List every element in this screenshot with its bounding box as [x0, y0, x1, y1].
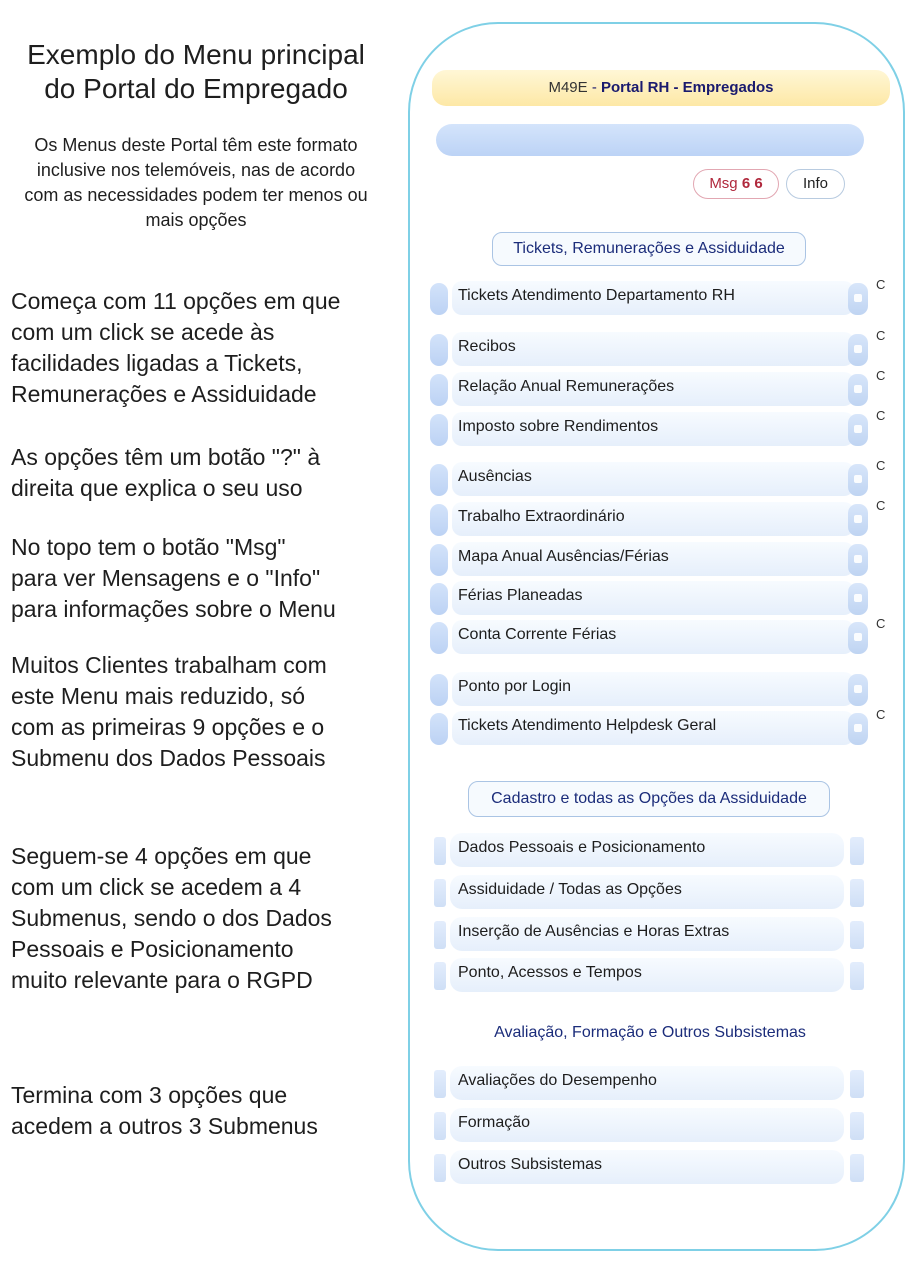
submenu-label[interactable]: Dados Pessoais e Posicionamento — [450, 833, 844, 867]
other-left-tab — [434, 1070, 446, 1098]
option-label[interactable]: Imposto sobre Rendimentos — [452, 412, 854, 446]
option-left-tab — [430, 334, 448, 366]
other-label[interactable]: Formação — [450, 1108, 844, 1142]
submenu-left-tab — [434, 921, 446, 949]
other-left-tab — [434, 1154, 446, 1182]
submenu-right-tab — [850, 962, 864, 990]
menu-option[interactable] — [430, 498, 890, 536]
other-option[interactable] — [434, 1108, 866, 1142]
option-mark: C — [876, 707, 886, 722]
option-label[interactable]: Tickets Atendimento Helpdesk Geral — [452, 711, 854, 745]
paragraph-msg-info: No topo tem o botão "Msg" para ver Mensagens e o "Info" para informações sobre o Menu — [11, 534, 336, 622]
other-option[interactable] — [434, 1150, 866, 1184]
help-icon[interactable] — [848, 464, 868, 496]
help-icon[interactable] — [848, 674, 868, 706]
help-icon[interactable] — [848, 374, 868, 406]
submenu-label[interactable]: Inserção de Ausências e Horas Extras — [450, 917, 844, 951]
option-label[interactable]: Ponto por Login — [452, 672, 854, 706]
section-avaliacao: Avaliação, Formação e Outros Subsistemas — [494, 1024, 806, 1041]
header-separator: - — [591, 79, 597, 96]
menu-option[interactable] — [430, 458, 890, 496]
msg-button[interactable] — [693, 169, 779, 199]
menu-option[interactable] — [430, 277, 890, 315]
submenu-label[interactable]: Ponto, Acessos e Tempos — [450, 958, 844, 992]
other-option[interactable] — [434, 1066, 866, 1100]
option-left-tab — [430, 374, 448, 406]
option-left-tab — [430, 464, 448, 496]
option-left-tab — [430, 283, 448, 315]
option-label[interactable]: Recibos — [452, 332, 854, 366]
menu-option[interactable] — [430, 707, 890, 745]
submenu-label[interactable]: Assiduidade / Todas as Opções — [450, 875, 844, 909]
option-left-tab — [430, 713, 448, 745]
submenu-right-tab — [850, 879, 864, 907]
paragraph-menu-reduzido: Muitos Clientes trabalham com este Menu mais reduzido, só com as primeiras 9 opções e o Submenu dos Dados Pessoais — [11, 652, 327, 771]
help-icon[interactable] — [848, 713, 868, 745]
option-left-tab — [430, 414, 448, 446]
submenu-option[interactable] — [434, 917, 866, 951]
submenu-right-tab — [850, 837, 864, 865]
option-mark: C — [876, 408, 886, 423]
msg-label: Msg — [709, 175, 738, 192]
option-label[interactable]: Tickets Atendimento Departamento RH — [452, 281, 854, 315]
paragraph-submenus: Seguem-se 4 opções em que com um click se acedem a 4 Submenus, sendo o dos Dados Pessoais e Posicionamento muito relevante para o RGPD — [11, 843, 332, 993]
menu-option[interactable] — [430, 328, 890, 366]
option-label[interactable]: Conta Corrente Férias — [452, 620, 854, 654]
option-label[interactable]: Mapa Anual Ausências/Férias — [452, 542, 854, 576]
option-left-tab — [430, 674, 448, 706]
option-mark: C — [876, 458, 886, 473]
other-label[interactable]: Avaliações do Desempenho — [450, 1066, 844, 1100]
help-icon[interactable] — [848, 283, 868, 315]
help-icon[interactable] — [848, 334, 868, 366]
section-tickets: Tickets, Remunerações e Assiduidade — [492, 232, 806, 266]
menu-option[interactable] — [430, 408, 890, 446]
other-left-tab — [434, 1112, 446, 1140]
paragraph-opcoes: Começa com 11 opções em que com um click se acede às facilidades ligadas a Tickets, Remunerações e Assiduidade — [11, 288, 341, 407]
option-label[interactable]: Férias Planeadas — [452, 581, 854, 615]
info-button[interactable]: Info — [786, 169, 845, 199]
option-left-tab — [430, 504, 448, 536]
portal-title: Portal RH - Empregados — [601, 79, 774, 96]
option-left-tab — [430, 583, 448, 615]
option-mark: C — [876, 368, 886, 383]
submenu-left-tab — [434, 879, 446, 907]
submenu-option[interactable] — [434, 875, 866, 909]
help-icon[interactable] — [848, 544, 868, 576]
msg-count: 6 6 — [741, 175, 763, 192]
intro-text-content: Os Menus deste Portal têm este formato inclusive nos telemóveis, nas de acordo com as necessidades podem ter menos ou mais opções — [24, 135, 368, 230]
option-mark: C — [876, 277, 886, 292]
menu-code: M49E — [548, 79, 588, 96]
submenu-option[interactable] — [434, 958, 866, 992]
menu-option[interactable] — [430, 368, 890, 406]
help-icon[interactable] — [848, 414, 868, 446]
option-left-tab — [430, 622, 448, 654]
other-right-tab — [850, 1070, 864, 1098]
intro-text — [0, 133, 392, 233]
paragraph-botao-ajuda: As opções têm um botão "?" à direita que explica o seu uso — [11, 444, 321, 501]
menu-option[interactable] — [430, 542, 890, 576]
option-mark: C — [876, 328, 886, 343]
help-icon[interactable] — [848, 504, 868, 536]
menu-option[interactable] — [430, 616, 890, 654]
help-icon[interactable] — [848, 622, 868, 654]
page-title: Exemplo do Menu principal do Portal do Empregado — [27, 39, 365, 104]
portal-header — [432, 70, 890, 106]
option-mark: C — [876, 616, 886, 631]
option-label[interactable]: Ausências — [452, 462, 854, 496]
submenu-right-tab — [850, 921, 864, 949]
submenu-left-tab — [434, 837, 446, 865]
section-cadastro: Cadastro e todas as Opções da Assiduidade — [468, 781, 830, 817]
menu-option[interactable] — [430, 672, 890, 706]
option-mark: C — [876, 498, 886, 513]
other-label[interactable]: Outros Subsistemas — [450, 1150, 844, 1184]
paragraph-outros-submenus: Termina com 3 opções que acedem a outros 3 Submenus — [11, 1082, 318, 1139]
help-icon[interactable] — [848, 583, 868, 615]
other-right-tab — [850, 1112, 864, 1140]
menu-option[interactable] — [430, 581, 890, 615]
search-bar[interactable] — [436, 124, 864, 156]
option-left-tab — [430, 544, 448, 576]
submenu-option[interactable] — [434, 833, 866, 867]
other-right-tab — [850, 1154, 864, 1182]
submenu-left-tab — [434, 962, 446, 990]
explanation-panel — [0, 0, 400, 1286]
option-label[interactable]: Relação Anual Remunerações — [452, 372, 854, 406]
option-label[interactable]: Trabalho Extraordinário — [452, 502, 854, 536]
